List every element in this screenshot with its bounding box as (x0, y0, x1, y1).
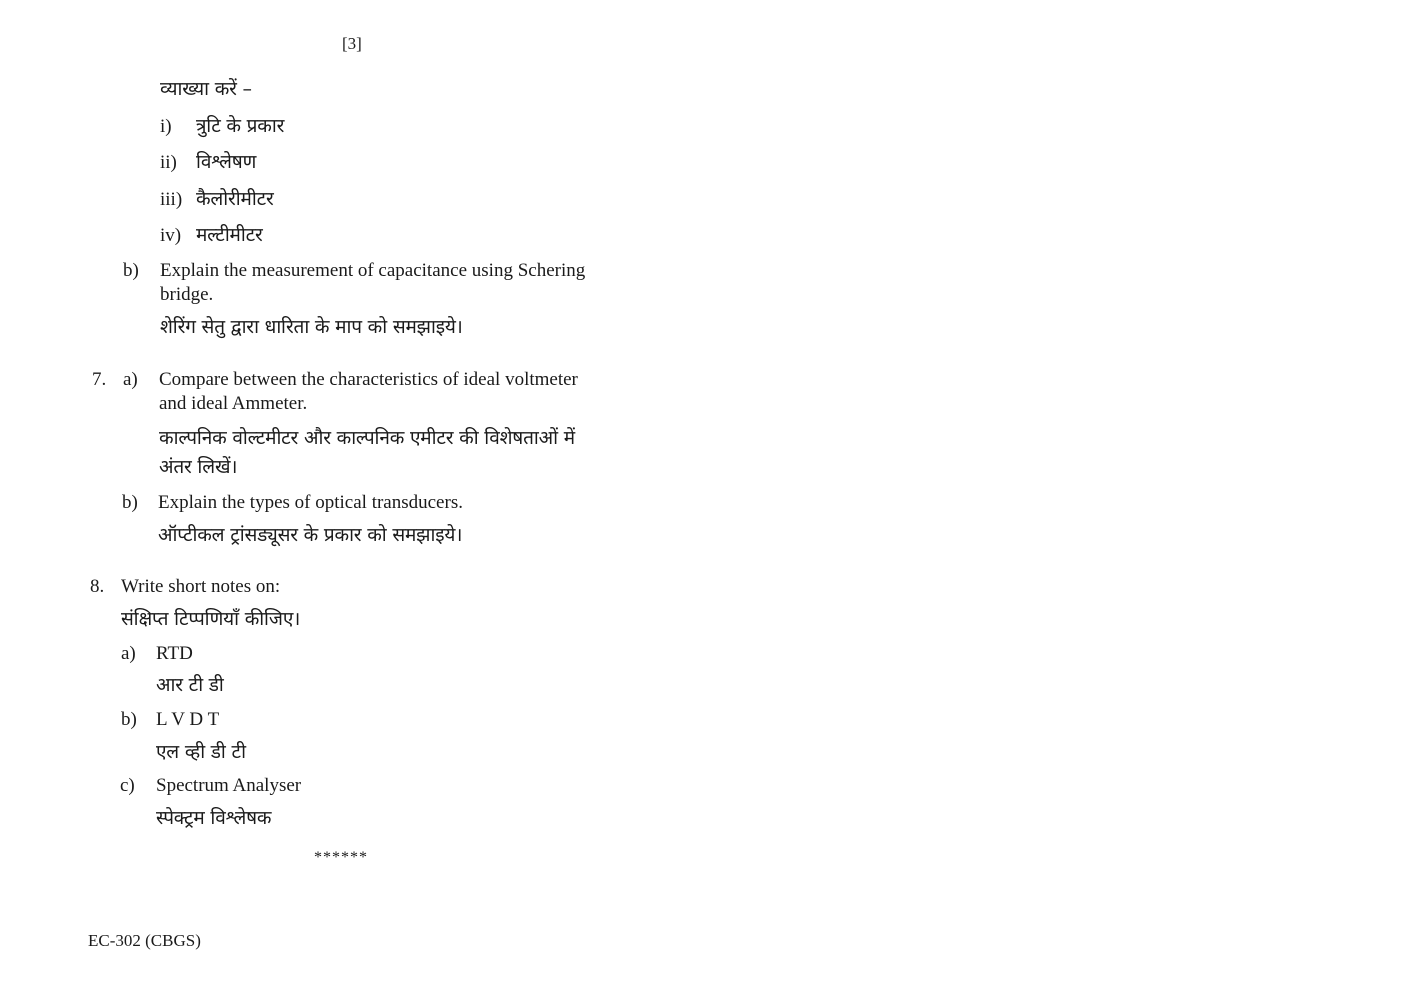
q8-item-english: Spectrum Analyser (156, 775, 302, 796)
q7a-english-line2: and ideal Ammeter. (159, 393, 308, 414)
q8-item-marker: c) (120, 775, 135, 796)
q6-item-text: कैलोरीमीटर (196, 188, 274, 210)
q7b-marker: b) (122, 492, 138, 513)
paper-code-footer: EC-302 (CBGS) (88, 931, 201, 950)
q6-item-text: मल्टीमीटर (196, 224, 263, 246)
page-number: [3] (342, 34, 362, 53)
q8-english: Write short notes on: (121, 576, 281, 597)
q8-item-hindi: आर टी डी (156, 674, 224, 696)
q6b-hindi: शेरिंग सेतु द्वारा धारिता के माप को समझाइये। (160, 316, 463, 338)
q8-item-hindi: स्पेक्ट्रम विश्लेषक (156, 807, 272, 829)
q7a-english-line1: Compare between the characteristics of ideal voltmeter (159, 369, 578, 390)
q7-number: 7. (92, 369, 107, 390)
q6-item-marker: ii) (160, 152, 177, 173)
q8-item-marker: a) (121, 643, 136, 664)
q6b-english-line2: bridge. (160, 284, 214, 305)
q6b-english-line1: Explain the measurement of capacitance using Schering (160, 260, 586, 281)
q6-item-marker: iii) (160, 189, 183, 210)
end-of-paper-mark: ****** (314, 849, 368, 866)
q8-number: 8. (90, 576, 105, 597)
q8-item-english: L V D T (156, 709, 220, 730)
q7a-marker: a) (123, 369, 138, 390)
q6-item-marker: i) (160, 116, 172, 137)
q7a-hindi-line2: अंतर लिखें। (159, 456, 238, 478)
q6-hindi-intro: व्याख्या करें – (160, 78, 252, 100)
q8-item-english: RTD (156, 643, 193, 664)
q7b-hindi: ऑप्टीकल ट्रांसड्यूसर के प्रकार को समझाइये। (158, 524, 463, 546)
q6-item-marker: iv) (160, 225, 182, 246)
q6-item-text: त्रुटि के प्रकार (196, 115, 285, 137)
q8-item-hindi: एल व्ही डी टी (156, 741, 246, 763)
q8-item-marker: b) (121, 709, 137, 730)
q8-hindi: संक्षिप्त टिप्पणियाँ कीजिए। (121, 608, 301, 630)
q7a-hindi-line1: काल्पनिक वोल्टमीटर और काल्पनिक एमीटर की विशेषताओं में (159, 427, 575, 449)
q6-item-text: विश्लेषण (196, 151, 257, 173)
q7b-english: Explain the types of optical transducers. (158, 492, 463, 513)
q6b-marker: b) (123, 260, 139, 281)
